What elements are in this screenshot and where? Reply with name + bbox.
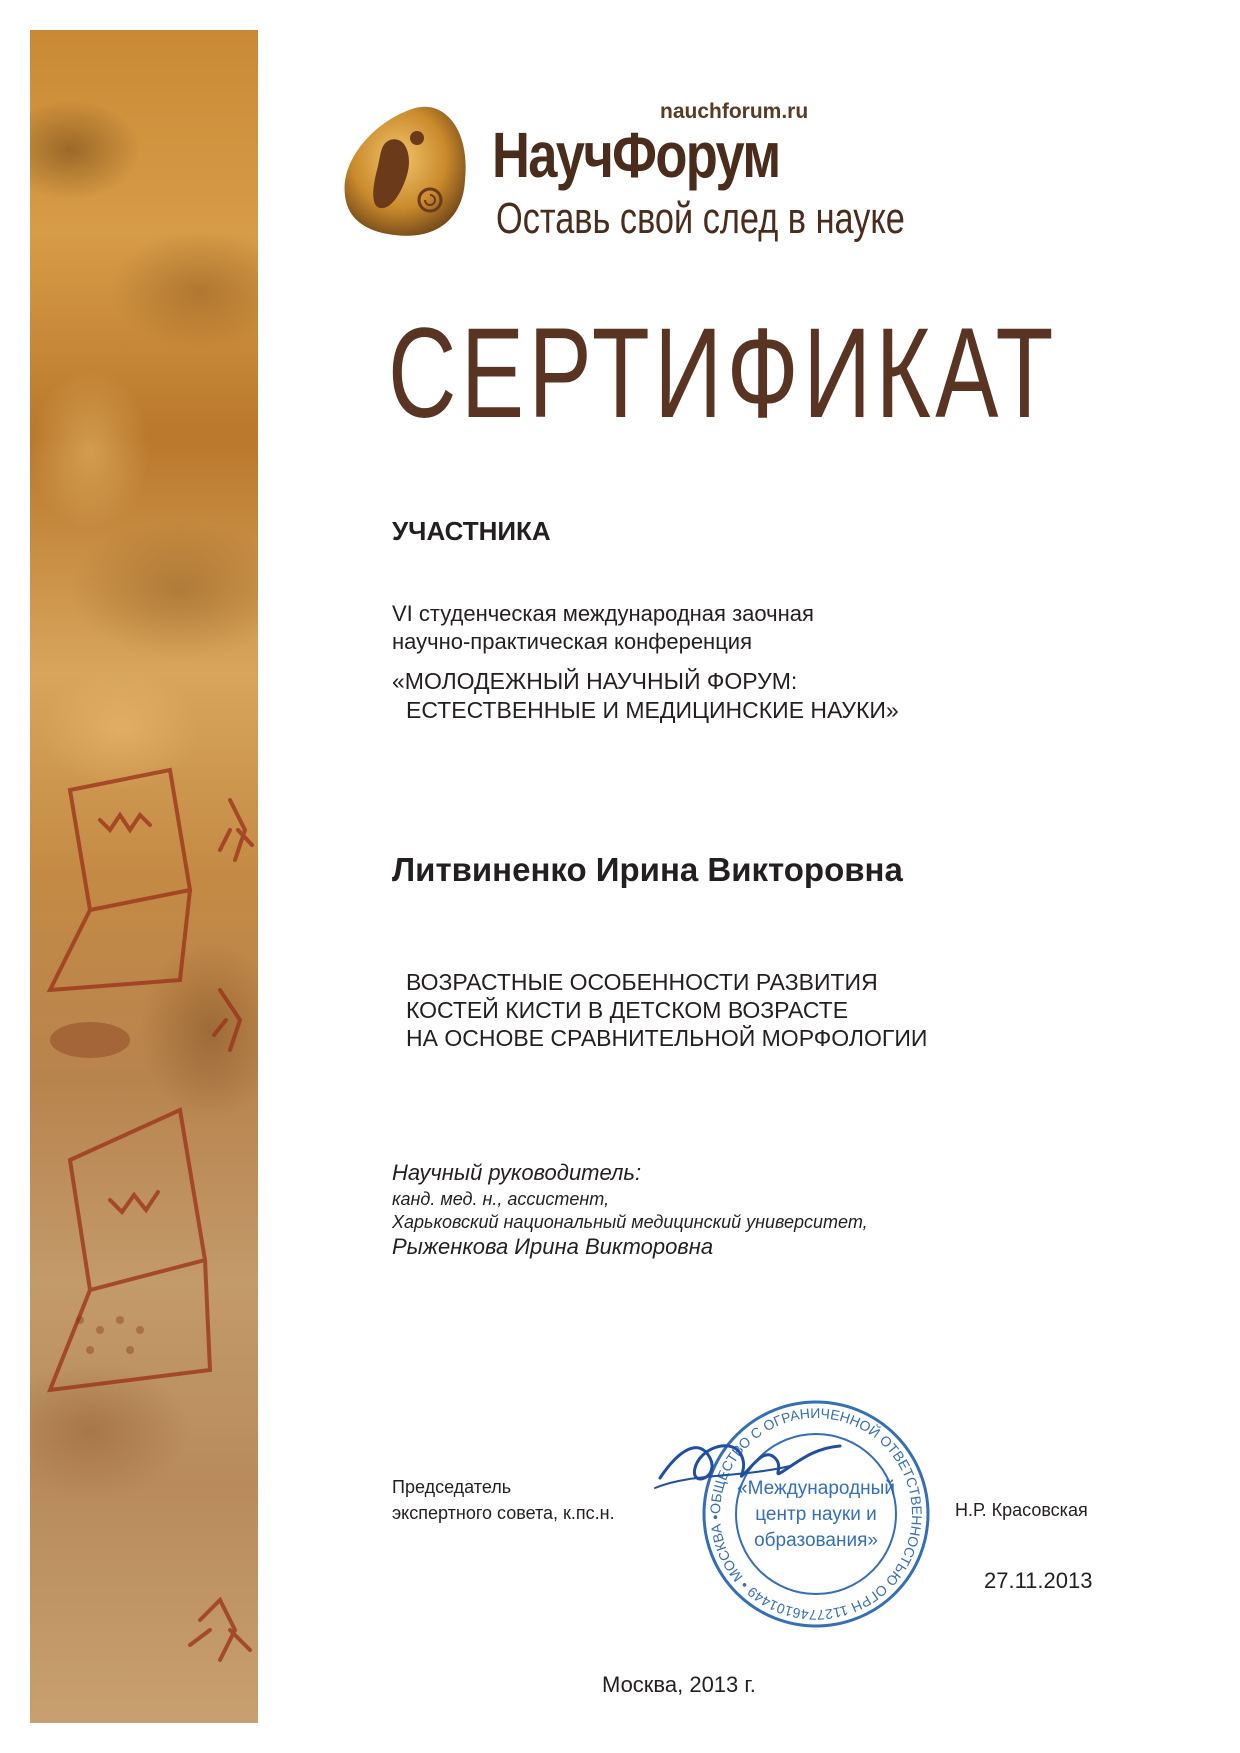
brand-name: НаучФорум xyxy=(492,119,780,191)
supervisor-degree: канд. мед. н., ассистент, xyxy=(392,1189,610,1209)
supervisor-affiliation: Харьковский национальный медицинский университет, xyxy=(392,1212,868,1232)
stamp-line-3: образования» xyxy=(754,1530,878,1551)
certificate-title: СЕРТИФИКАТ xyxy=(388,302,1058,445)
participant-name: Литвиненко Ирина Викторовна xyxy=(392,851,903,888)
chair-line-1: Председатель xyxy=(392,1477,512,1497)
rock-art-illustration xyxy=(30,30,258,1723)
certificate-subtitle: УЧАСТНИКА xyxy=(392,516,551,546)
decorative-side-band xyxy=(30,30,258,1723)
topic-line-3: НА ОСНОВЕ СРАВНИТЕЛЬНОЙ МОРФОЛОГИИ xyxy=(406,1025,928,1051)
topic-line-2: КОСТЕЙ КИСТИ В ДЕТСКОМ ВОЗРАСТЕ xyxy=(406,997,849,1023)
brand-slogan: Оставь свой след в науке xyxy=(496,194,905,243)
chair-line-2: экспертного совета, к.пс.н. xyxy=(392,1503,615,1523)
paper-topic xyxy=(406,968,927,1052)
chair-title xyxy=(392,1474,615,1526)
conference-description xyxy=(392,600,814,656)
stamp-line-2: центр науки и xyxy=(755,1504,877,1525)
issue-date: 27.11.2013 xyxy=(984,1568,1093,1593)
conference-line-1: VI студенческая международная заочная xyxy=(392,601,814,626)
nauchforum-logo xyxy=(335,100,475,250)
chair-name: Н.Р. Красовская xyxy=(955,1500,1088,1520)
supervisor-name: Рыженкова Ирина Викторовна xyxy=(392,1234,714,1259)
stamp-outer-text: ОБЩЕСТВО С ОГРАНИЧЕННОЙ ОТВЕТСТВЕННОСТЬЮ ОГРН 1127746101449 • МОСКВА • xyxy=(706,1404,926,1624)
city-year: Москва, 2013 г. xyxy=(602,1672,756,1697)
conference-title-line-2: ЕСТЕСТВЕННЫЕ И МЕДИЦИНСКИЕ НАУКИ» xyxy=(406,697,899,723)
topic-line-1: ВОЗРАСТНЫЕ ОСОБЕННОСТИ РАЗВИТИЯ xyxy=(406,969,878,995)
figure-drawing xyxy=(220,800,252,860)
signature xyxy=(650,1418,850,1508)
stamp-line-1: «Международный xyxy=(737,1478,895,1499)
conference-title-line-1: «МОЛОДЕЖНЫЙ НАУЧНЫЙ ФОРУМ: xyxy=(392,668,798,694)
conference-title xyxy=(392,667,899,725)
conference-line-2: научно-практическая конференция xyxy=(392,629,753,654)
brand-url: nauchforum.ru xyxy=(660,100,809,123)
laptop-drawing-1 xyxy=(70,770,190,910)
supervisor-label: Научный руководитель: xyxy=(392,1160,642,1185)
supervisor-details xyxy=(392,1188,868,1234)
